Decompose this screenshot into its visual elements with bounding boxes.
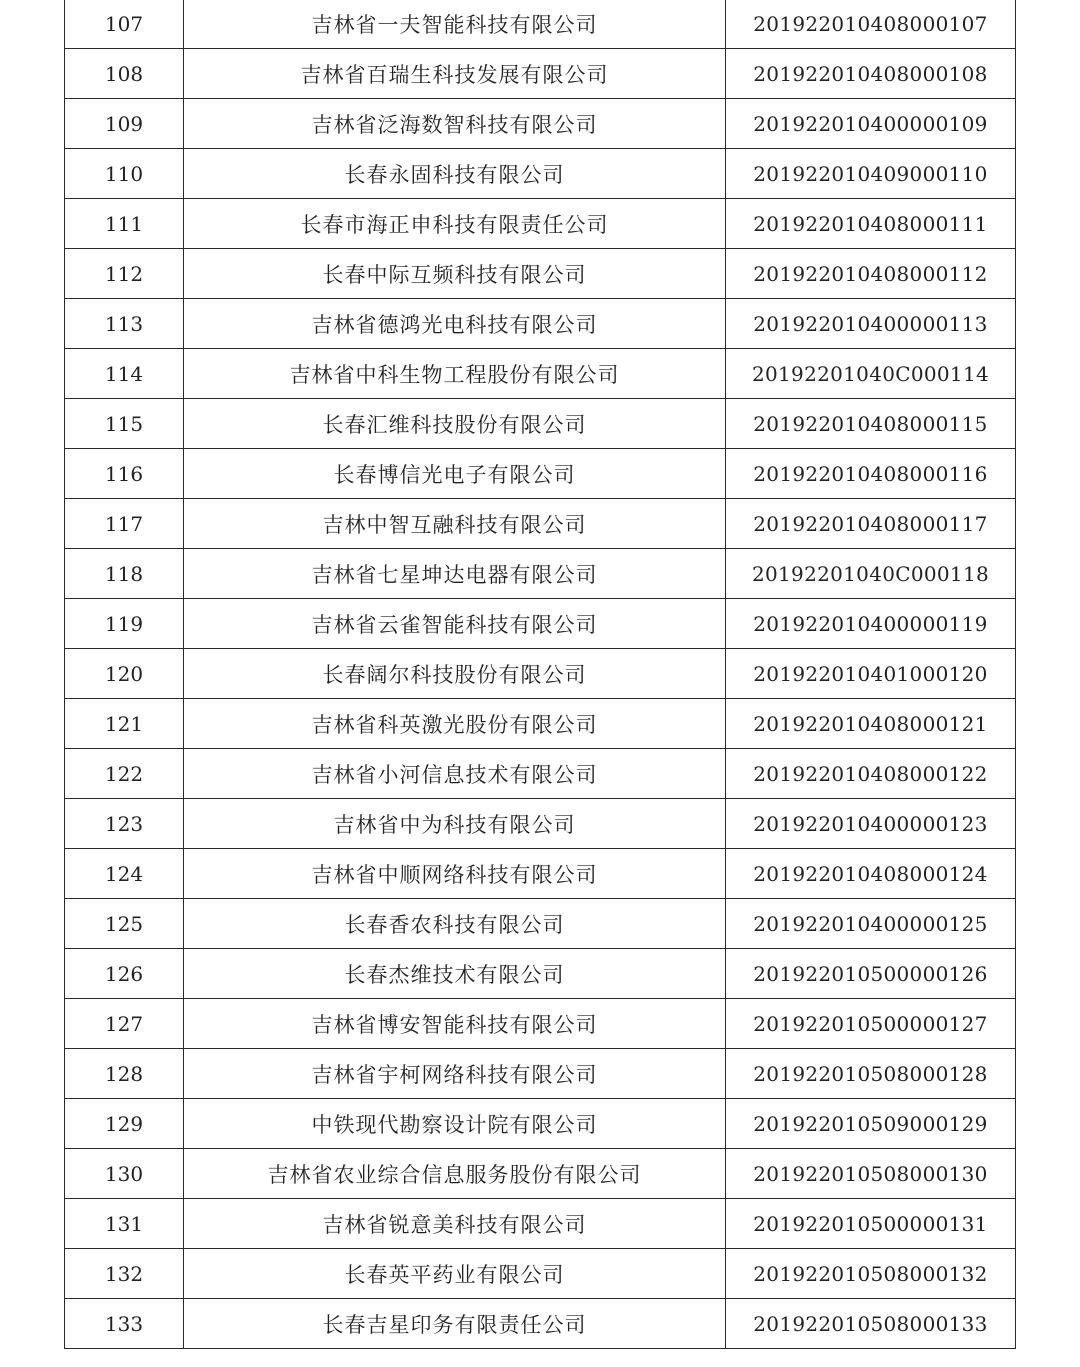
- registration-code: 201922010408000107: [726, 0, 1016, 49]
- table-row: [65, 499, 1016, 549]
- row-number: 125: [65, 899, 184, 949]
- table-row: [65, 1149, 1016, 1199]
- registration-code: 201922010508000132: [726, 1249, 1016, 1299]
- table-row: [65, 849, 1016, 899]
- company-name: 吉林省科英激光股份有限公司: [184, 699, 726, 749]
- company-name: 吉林省农业综合信息服务股份有限公司: [184, 1149, 726, 1199]
- company-name: 吉林省中科生物工程股份有限公司: [184, 349, 726, 399]
- row-number: 119: [65, 599, 184, 649]
- table-row: [65, 1249, 1016, 1299]
- row-number: 128: [65, 1049, 184, 1099]
- table-body: [65, 0, 1016, 1349]
- company-name: 中铁现代勘察设计院有限公司: [184, 1099, 726, 1149]
- company-name: 吉林省七星坤达电器有限公司: [184, 549, 726, 599]
- row-number: 110: [65, 149, 184, 199]
- row-number: 131: [65, 1199, 184, 1249]
- row-number: 124: [65, 849, 184, 899]
- table-row: [65, 49, 1016, 99]
- row-number: 133: [65, 1299, 184, 1349]
- table-row: [65, 699, 1016, 749]
- registration-code: 201922010400000123: [726, 799, 1016, 849]
- registration-code: 201922010408000108: [726, 49, 1016, 99]
- registration-code: 201922010508000128: [726, 1049, 1016, 1099]
- table-row: [65, 1299, 1016, 1349]
- company-name: 吉林省博安智能科技有限公司: [184, 999, 726, 1049]
- registration-code: 201922010408000112: [726, 249, 1016, 299]
- registration-code: 201922010500000126: [726, 949, 1016, 999]
- company-registry-table: [64, 0, 1016, 1349]
- row-number: 107: [65, 0, 184, 49]
- company-name: 长春香农科技有限公司: [184, 899, 726, 949]
- registration-code: 201922010408000111: [726, 199, 1016, 249]
- company-name: 长春吉星印务有限责任公司: [184, 1299, 726, 1349]
- row-number: 115: [65, 399, 184, 449]
- row-number: 121: [65, 699, 184, 749]
- table-row: [65, 749, 1016, 799]
- company-name: 吉林省小河信息技术有限公司: [184, 749, 726, 799]
- table-row: [65, 649, 1016, 699]
- table-row: [65, 949, 1016, 999]
- row-number: 122: [65, 749, 184, 799]
- registration-code: 201922010509000129: [726, 1099, 1016, 1149]
- table-row: [65, 1049, 1016, 1099]
- table-row: [65, 1099, 1016, 1149]
- table-row: [65, 549, 1016, 599]
- table-row: [65, 249, 1016, 299]
- registration-code: 20192201040C000114: [726, 349, 1016, 399]
- row-number: 132: [65, 1249, 184, 1299]
- table-row: [65, 149, 1016, 199]
- company-name: 吉林中智互融科技有限公司: [184, 499, 726, 549]
- company-name: 长春市海正申科技有限责任公司: [184, 199, 726, 249]
- row-number: 114: [65, 349, 184, 399]
- company-name: 吉林省一夫智能科技有限公司: [184, 0, 726, 49]
- company-name: 长春博信光电子有限公司: [184, 449, 726, 499]
- row-number: 117: [65, 499, 184, 549]
- row-number: 118: [65, 549, 184, 599]
- row-number: 126: [65, 949, 184, 999]
- row-number: 113: [65, 299, 184, 349]
- row-number: 120: [65, 649, 184, 699]
- row-number: 109: [65, 99, 184, 149]
- row-number: 127: [65, 999, 184, 1049]
- registration-code: 201922010500000127: [726, 999, 1016, 1049]
- row-number: 116: [65, 449, 184, 499]
- registration-code: 201922010408000124: [726, 849, 1016, 899]
- registration-code: 201922010508000133: [726, 1299, 1016, 1349]
- table-row: [65, 199, 1016, 249]
- table-row: [65, 999, 1016, 1049]
- table-row: [65, 349, 1016, 399]
- company-name: 吉林省宇柯网络科技有限公司: [184, 1049, 726, 1099]
- table-row: [65, 799, 1016, 849]
- registration-code: 201922010408000115: [726, 399, 1016, 449]
- company-name: 长春英平药业有限公司: [184, 1249, 726, 1299]
- row-number: 129: [65, 1099, 184, 1149]
- company-table-container: [64, 0, 1015, 1349]
- table-row: [65, 899, 1016, 949]
- table-row: [65, 399, 1016, 449]
- registration-code: 201922010400000113: [726, 299, 1016, 349]
- row-number: 123: [65, 799, 184, 849]
- table-row: [65, 0, 1016, 49]
- registration-code: 201922010500000131: [726, 1199, 1016, 1249]
- registration-code: 201922010400000109: [726, 99, 1016, 149]
- table-row: [65, 599, 1016, 649]
- table-row: [65, 299, 1016, 349]
- company-name: 吉林省云雀智能科技有限公司: [184, 599, 726, 649]
- company-name: 吉林省百瑞生科技发展有限公司: [184, 49, 726, 99]
- row-number: 108: [65, 49, 184, 99]
- registration-code: 20192201040C000118: [726, 549, 1016, 599]
- registration-code: 201922010408000116: [726, 449, 1016, 499]
- company-name: 吉林省泛海数智科技有限公司: [184, 99, 726, 149]
- company-name: 长春汇维科技股份有限公司: [184, 399, 726, 449]
- registration-code: 201922010408000122: [726, 749, 1016, 799]
- registration-code: 201922010508000130: [726, 1149, 1016, 1199]
- company-name: 吉林省德鸿光电科技有限公司: [184, 299, 726, 349]
- company-name: 吉林省中顺网络科技有限公司: [184, 849, 726, 899]
- registration-code: 201922010409000110: [726, 149, 1016, 199]
- table-row: [65, 1199, 1016, 1249]
- registration-code: 201922010408000117: [726, 499, 1016, 549]
- registration-code: 201922010408000121: [726, 699, 1016, 749]
- row-number: 112: [65, 249, 184, 299]
- registration-code: 201922010400000119: [726, 599, 1016, 649]
- row-number: 111: [65, 199, 184, 249]
- company-name: 长春中际互频科技有限公司: [184, 249, 726, 299]
- company-name: 长春永固科技有限公司: [184, 149, 726, 199]
- company-name: 吉林省锐意美科技有限公司: [184, 1199, 726, 1249]
- company-name: 吉林省中为科技有限公司: [184, 799, 726, 849]
- registration-code: 201922010400000125: [726, 899, 1016, 949]
- company-name: 长春阔尔科技股份有限公司: [184, 649, 726, 699]
- row-number: 130: [65, 1149, 184, 1199]
- table-row: [65, 99, 1016, 149]
- table-row: [65, 449, 1016, 499]
- company-name: 长春杰维技术有限公司: [184, 949, 726, 999]
- registration-code: 201922010401000120: [726, 649, 1016, 699]
